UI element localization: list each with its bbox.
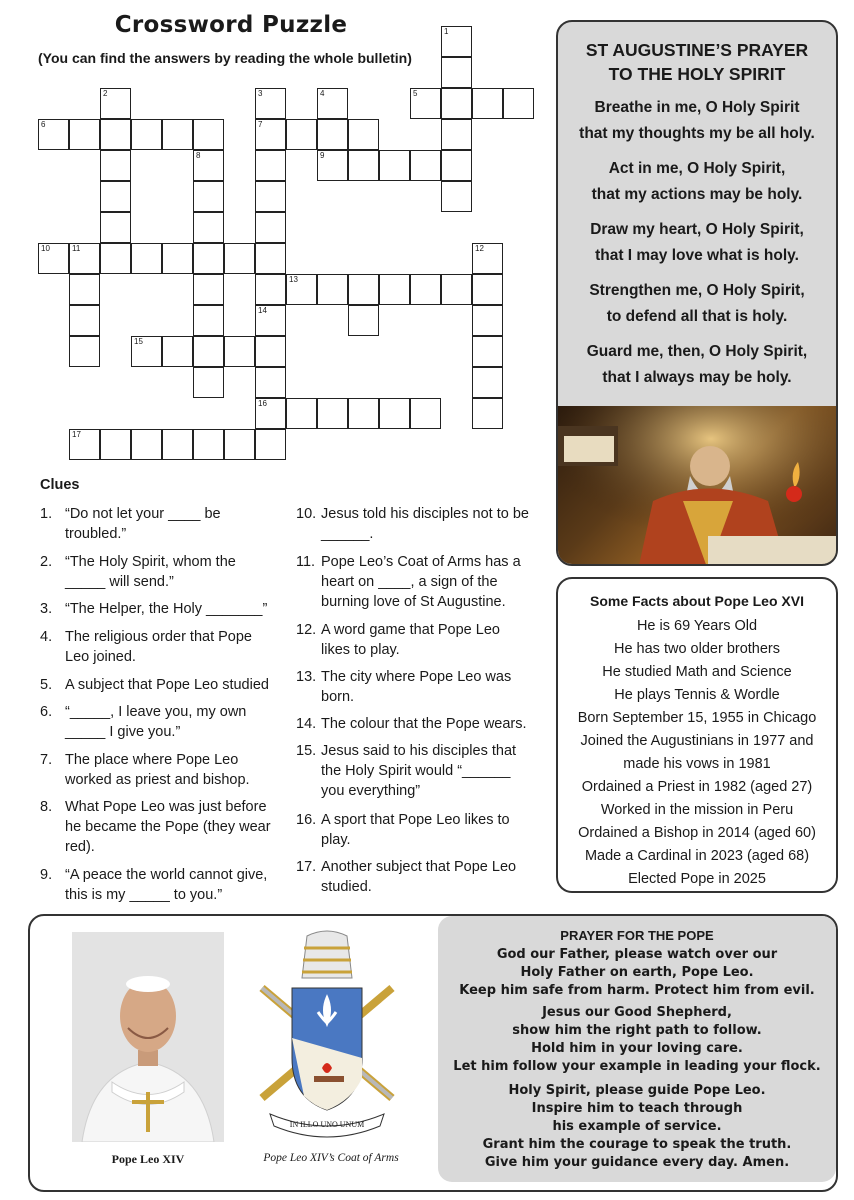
clue-text: play. [321,832,351,848]
cell-number: 12 [475,244,484,253]
clue-number: 16. [296,812,317,828]
augustine-prayer-panel [556,20,838,566]
clue-number: 14. [296,716,317,732]
crossword-cell[interactable] [441,88,472,119]
crossword-cell[interactable] [131,336,162,367]
cell-number: 2 [103,89,108,98]
cell-number: 13 [289,275,298,284]
clue-text: “The Helper, the Holy _______” [65,601,268,617]
prayer-line: his example of service. [552,1119,722,1134]
stanza-line: that my thoughts my be all holy. [579,125,815,142]
prayer-line: show him the right path to follow. [512,1023,762,1038]
stanza-line: Draw my heart, O Holy Spirit, [590,221,804,238]
crossword-cell[interactable] [100,243,131,274]
crossword-cell[interactable] [472,336,503,367]
fact-item: Worked in the mission in Peru [600,802,794,818]
crossword-cell[interactable] [193,336,224,367]
coat-of-arms [252,928,402,1146]
crossword-cell[interactable] [348,150,379,181]
crossword-cell[interactable] [255,398,286,429]
clue-text: you everything” [321,783,421,799]
clue-14 [296,714,546,734]
clue-number: 8. [40,799,53,815]
clue-number: 10. [296,506,317,522]
crossword-cell[interactable] [379,398,410,429]
clue-text: “The Holy Spirit, whom the [65,554,236,570]
augustine-stanza [558,217,836,269]
crossword-title: Crossword Puzzle [114,12,348,38]
clue-text: Another subject that Pope Leo [321,859,517,875]
crossword-cell[interactable] [69,336,100,367]
clue-text: heart on ____, a sign of the [321,574,498,590]
title-line: TO THE HOLY SPIRIT [608,64,786,84]
crossword-cell[interactable] [441,119,472,150]
fact-item: He is 69 Years Old [636,618,758,634]
clue-number: 7. [40,752,53,768]
cell-number: 4 [320,89,325,98]
crossword-cell[interactable] [193,367,224,398]
crossword-cell[interactable] [131,429,162,460]
prayer-line: Grant him the courage to speak the truth. [482,1137,792,1152]
crossword-cell[interactable] [162,336,193,367]
fact-item: Joined the Augustinians in 1977 and [580,733,814,749]
fact-item: made his vows in 1981 [623,756,771,772]
crossword-cell[interactable] [255,336,286,367]
clue-number: 3. [40,601,53,617]
crossword-cell[interactable] [162,243,193,274]
crossword-cell[interactable] [348,305,379,336]
fact-item: Elected Pope in 2025 [628,871,766,887]
clue-text: A subject that Pope Leo studied [65,677,269,693]
crossword-cell[interactable] [69,429,100,460]
crossword-cell[interactable] [100,429,131,460]
crossword-cell[interactable] [255,150,286,181]
clue-text: studied. [321,879,372,895]
clue-5 [40,675,290,695]
crossword-cell[interactable] [69,243,100,274]
cell-number: 7 [258,120,263,129]
clue-text: troubled.” [65,526,127,542]
clue-text: Jesus told his disciples not to be [321,506,529,522]
crossword-cell[interactable] [193,243,224,274]
prayer-line: Inspire him to teach through [531,1101,743,1116]
crossword-cell[interactable] [193,274,224,305]
crossword-cell[interactable] [131,243,162,274]
prayer-for-pope-title: PRAYER FOR THE POPE [560,928,714,943]
cell-number: 14 [258,306,267,315]
fact-item: Born September 15, 1955 in Chicago [577,710,817,726]
crossword-cell[interactable] [379,150,410,181]
cell-number: 3 [258,89,263,98]
crossword-cell[interactable] [410,150,441,181]
clue-text: A sport that Pope Leo likes to [321,812,510,828]
title-line: ST AUGUSTINE’S PRAYER [585,40,809,60]
crossword-subtitle: (You can find the answers by reading the whole bulletin) [38,50,412,66]
stanza-line: that I always may be holy. [602,369,792,386]
crossword-cell[interactable] [286,119,317,150]
prayer-line: Let him follow your example in leading your flock. [453,1059,821,1074]
clue-number: 15. [296,743,317,759]
clue-11 [296,552,546,612]
clue-text: The religious order that Pope [65,629,252,645]
crossword-cell[interactable] [255,88,286,119]
crossword-cell[interactable] [193,305,224,336]
cell-number: 8 [196,151,201,160]
cell-number: 11 [72,244,81,253]
crossword-cell[interactable] [441,181,472,212]
fact-item: Made a Cardinal in 2023 (aged 68) [584,848,810,864]
crossword-cell[interactable] [348,119,379,150]
fact-item: He has two older brothers [613,641,781,657]
clue-number: 13. [296,669,317,685]
clues-heading: Clues [40,477,80,493]
clue-text: this is my _____ to you.” [65,887,223,903]
clue-text: Jesus said to his disciples that [321,743,517,759]
crossword-cell[interactable] [286,274,317,305]
crossword-cell[interactable] [100,181,131,212]
crossword-cell[interactable] [38,119,69,150]
prayer-line: Jesus our Good Shepherd, [542,1005,732,1020]
crossword-cell[interactable] [255,119,286,150]
augustine-prayer-title [558,38,836,86]
cell-number: 1 [444,27,449,36]
clue-number: 1. [40,506,53,522]
cell-number: 15 [134,337,143,346]
crossword-cell[interactable] [69,274,100,305]
clue-9 [40,865,290,905]
clue-2 [40,552,290,592]
clue-6 [40,702,290,742]
clue-1 [40,504,290,544]
clue-17 [296,857,546,897]
clue-text: A word game that Pope Leo [321,622,500,638]
crossword-cell[interactable] [441,57,472,88]
crossword-cell[interactable] [193,429,224,460]
clue-3 [40,599,290,619]
prayer-line: Holy Father on earth, Pope Leo. [520,965,754,980]
crossword-cell[interactable] [255,212,286,243]
clue-text: born. [321,689,355,705]
crossword-cell[interactable] [255,429,286,460]
clue-number: 12. [296,622,317,638]
clue-text: “A peace the world cannot give, [65,867,268,883]
clue-text: Pope Leo’s Coat of Arms has a [321,554,521,570]
clue-13 [296,667,546,707]
crossword-cell[interactable] [255,305,286,336]
clue-16 [296,810,546,850]
crossword-cell[interactable] [224,336,255,367]
clue-7 [40,750,290,790]
clue-number: 4. [40,629,53,645]
crossword-cell[interactable] [317,119,348,150]
clue-number: 5. [40,677,53,693]
prayer-line: Keep him safe from harm. Protect him from evil. [459,983,815,998]
augustine-stanza [558,95,836,147]
crossword-cell[interactable] [441,150,472,181]
clue-text: “Do not let your ____ be [65,506,221,522]
crossword-cell[interactable] [379,274,410,305]
crossword-cell[interactable] [472,367,503,398]
cell-number: 17 [72,430,81,439]
crossword-cell[interactable] [255,181,286,212]
crossword-cell[interactable] [193,212,224,243]
clue-text: Leo joined. [65,649,136,665]
prayer-line: Holy Spirit, please guide Pope Leo. [508,1083,766,1098]
crossword-cell[interactable] [472,243,503,274]
cell-number: 16 [258,399,267,408]
crossword-cell[interactable] [255,367,286,398]
stanza-line: that I may love what is holy. [595,247,799,264]
clue-text: _____ will send.” [65,574,174,590]
crossword-cell[interactable] [100,88,131,119]
clue-number: 9. [40,867,53,883]
crossword-cell[interactable] [410,274,441,305]
crossword-cell[interactable] [193,119,224,150]
clue-text: The colour that the Pope wears. [321,716,527,732]
crossword-cell[interactable] [69,119,100,150]
clue-text: The place where Pope Leo [65,752,239,768]
cell-number: 6 [41,120,46,129]
cell-number: 10 [41,244,50,253]
clue-text: ______. [321,526,374,542]
crossword-cell[interactable] [255,243,286,274]
crossword-cell[interactable] [441,274,472,305]
crossword-cell[interactable] [410,398,441,429]
crossword-cell[interactable] [162,429,193,460]
coa-motto: IN ILLO UNO UNUM [289,1120,365,1129]
crossword-cell[interactable] [100,119,131,150]
fact-item: Ordained a Priest in 1982 (aged 27) [581,779,813,795]
crossword-cell[interactable] [193,181,224,212]
clue-text: _____ I give you.” [65,724,181,740]
crossword-cell[interactable] [224,429,255,460]
clue-text: burning love of St Augustine. [321,594,506,610]
crossword-cell[interactable] [348,398,379,429]
stanza-line: to defend all that is holy. [606,308,788,325]
cell-number: 9 [320,151,325,160]
crossword-cell[interactable] [100,150,131,181]
crossword-cell[interactable] [472,305,503,336]
fact-item: He studied Math and Science [602,664,792,680]
crossword-cell[interactable] [69,305,100,336]
stanza-line: that my actions may be holy. [591,186,803,203]
crossword-cell[interactable] [162,119,193,150]
clue-text: he became the Pope (they wear [65,819,271,835]
prayer-line: Hold him in your loving care. [531,1041,743,1056]
clue-12 [296,620,546,660]
prayer-for-pope-panel [438,916,836,1182]
augustine-stanza [558,156,836,208]
fact-item: Ordained a Bishop in 2014 (aged 60) [578,825,816,841]
clue-number: 17. [296,859,317,875]
clue-8 [40,797,290,857]
crossword-cell[interactable] [38,243,69,274]
stanza-line: Breathe in me, O Holy Spirit [594,99,800,116]
stanza-line: Strengthen me, O Holy Spirit, [589,282,805,299]
clue-text: likes to play. [321,642,400,658]
clue-number: 11. [296,554,316,570]
crossword-cell[interactable] [255,274,286,305]
crossword-cell[interactable] [472,398,503,429]
clue-15 [296,741,546,801]
clue-4 [40,627,290,667]
clue-10 [296,504,546,544]
clue-text: worked as priest and bishop. [65,772,250,788]
crossword-cell[interactable] [100,212,131,243]
augustine-stanza [558,278,836,330]
prayer-line: God our Father, please watch over our [496,947,778,962]
pope-photo-caption: Pope Leo XIV [111,1152,185,1166]
crossword-cell[interactable] [410,88,441,119]
crossword-cell[interactable] [193,150,224,181]
facts-title: Some Facts about Pope Leo XVI [590,593,804,609]
cell-number: 5 [413,89,418,98]
crossword-cell[interactable] [224,243,255,274]
augustine-stanza [558,339,836,391]
pope-photo [72,932,224,1142]
clue-text: The city where Pope Leo was [321,669,512,685]
prayer-line: Give him your guidance every day. Amen. [484,1155,790,1170]
crossword-cell[interactable] [472,274,503,305]
clue-text: the Holy Spirit would “______ [321,763,511,779]
clue-number: 6. [40,704,53,720]
clue-number: 2. [40,554,53,570]
fact-item: He plays Tennis & Wordle [614,687,780,703]
pope-facts-panel [556,577,838,893]
clue-text: “_____, I leave you, my own [65,704,247,720]
crossword-cell[interactable] [503,88,534,119]
clue-text: What Pope Leo was just before [65,799,267,815]
crossword-cell[interactable] [441,26,472,57]
st-augustine-painting [558,406,836,566]
clue-text: red). [65,839,95,855]
crossword-cell[interactable] [286,398,317,429]
coat-of-arms-caption: Pope Leo XIV’s Coat of Arms [263,1152,399,1164]
crossword-cell[interactable] [472,88,503,119]
stanza-line: Guard me, then, O Holy Spirit, [586,343,808,360]
crossword-cell[interactable] [317,150,348,181]
crossword-cell[interactable] [317,88,348,119]
crossword-cell[interactable] [317,398,348,429]
stanza-line: Act in me, O Holy Spirit, [608,160,786,177]
crossword-cell[interactable] [348,274,379,305]
crossword-cell[interactable] [317,274,348,305]
crossword-cell[interactable] [131,119,162,150]
